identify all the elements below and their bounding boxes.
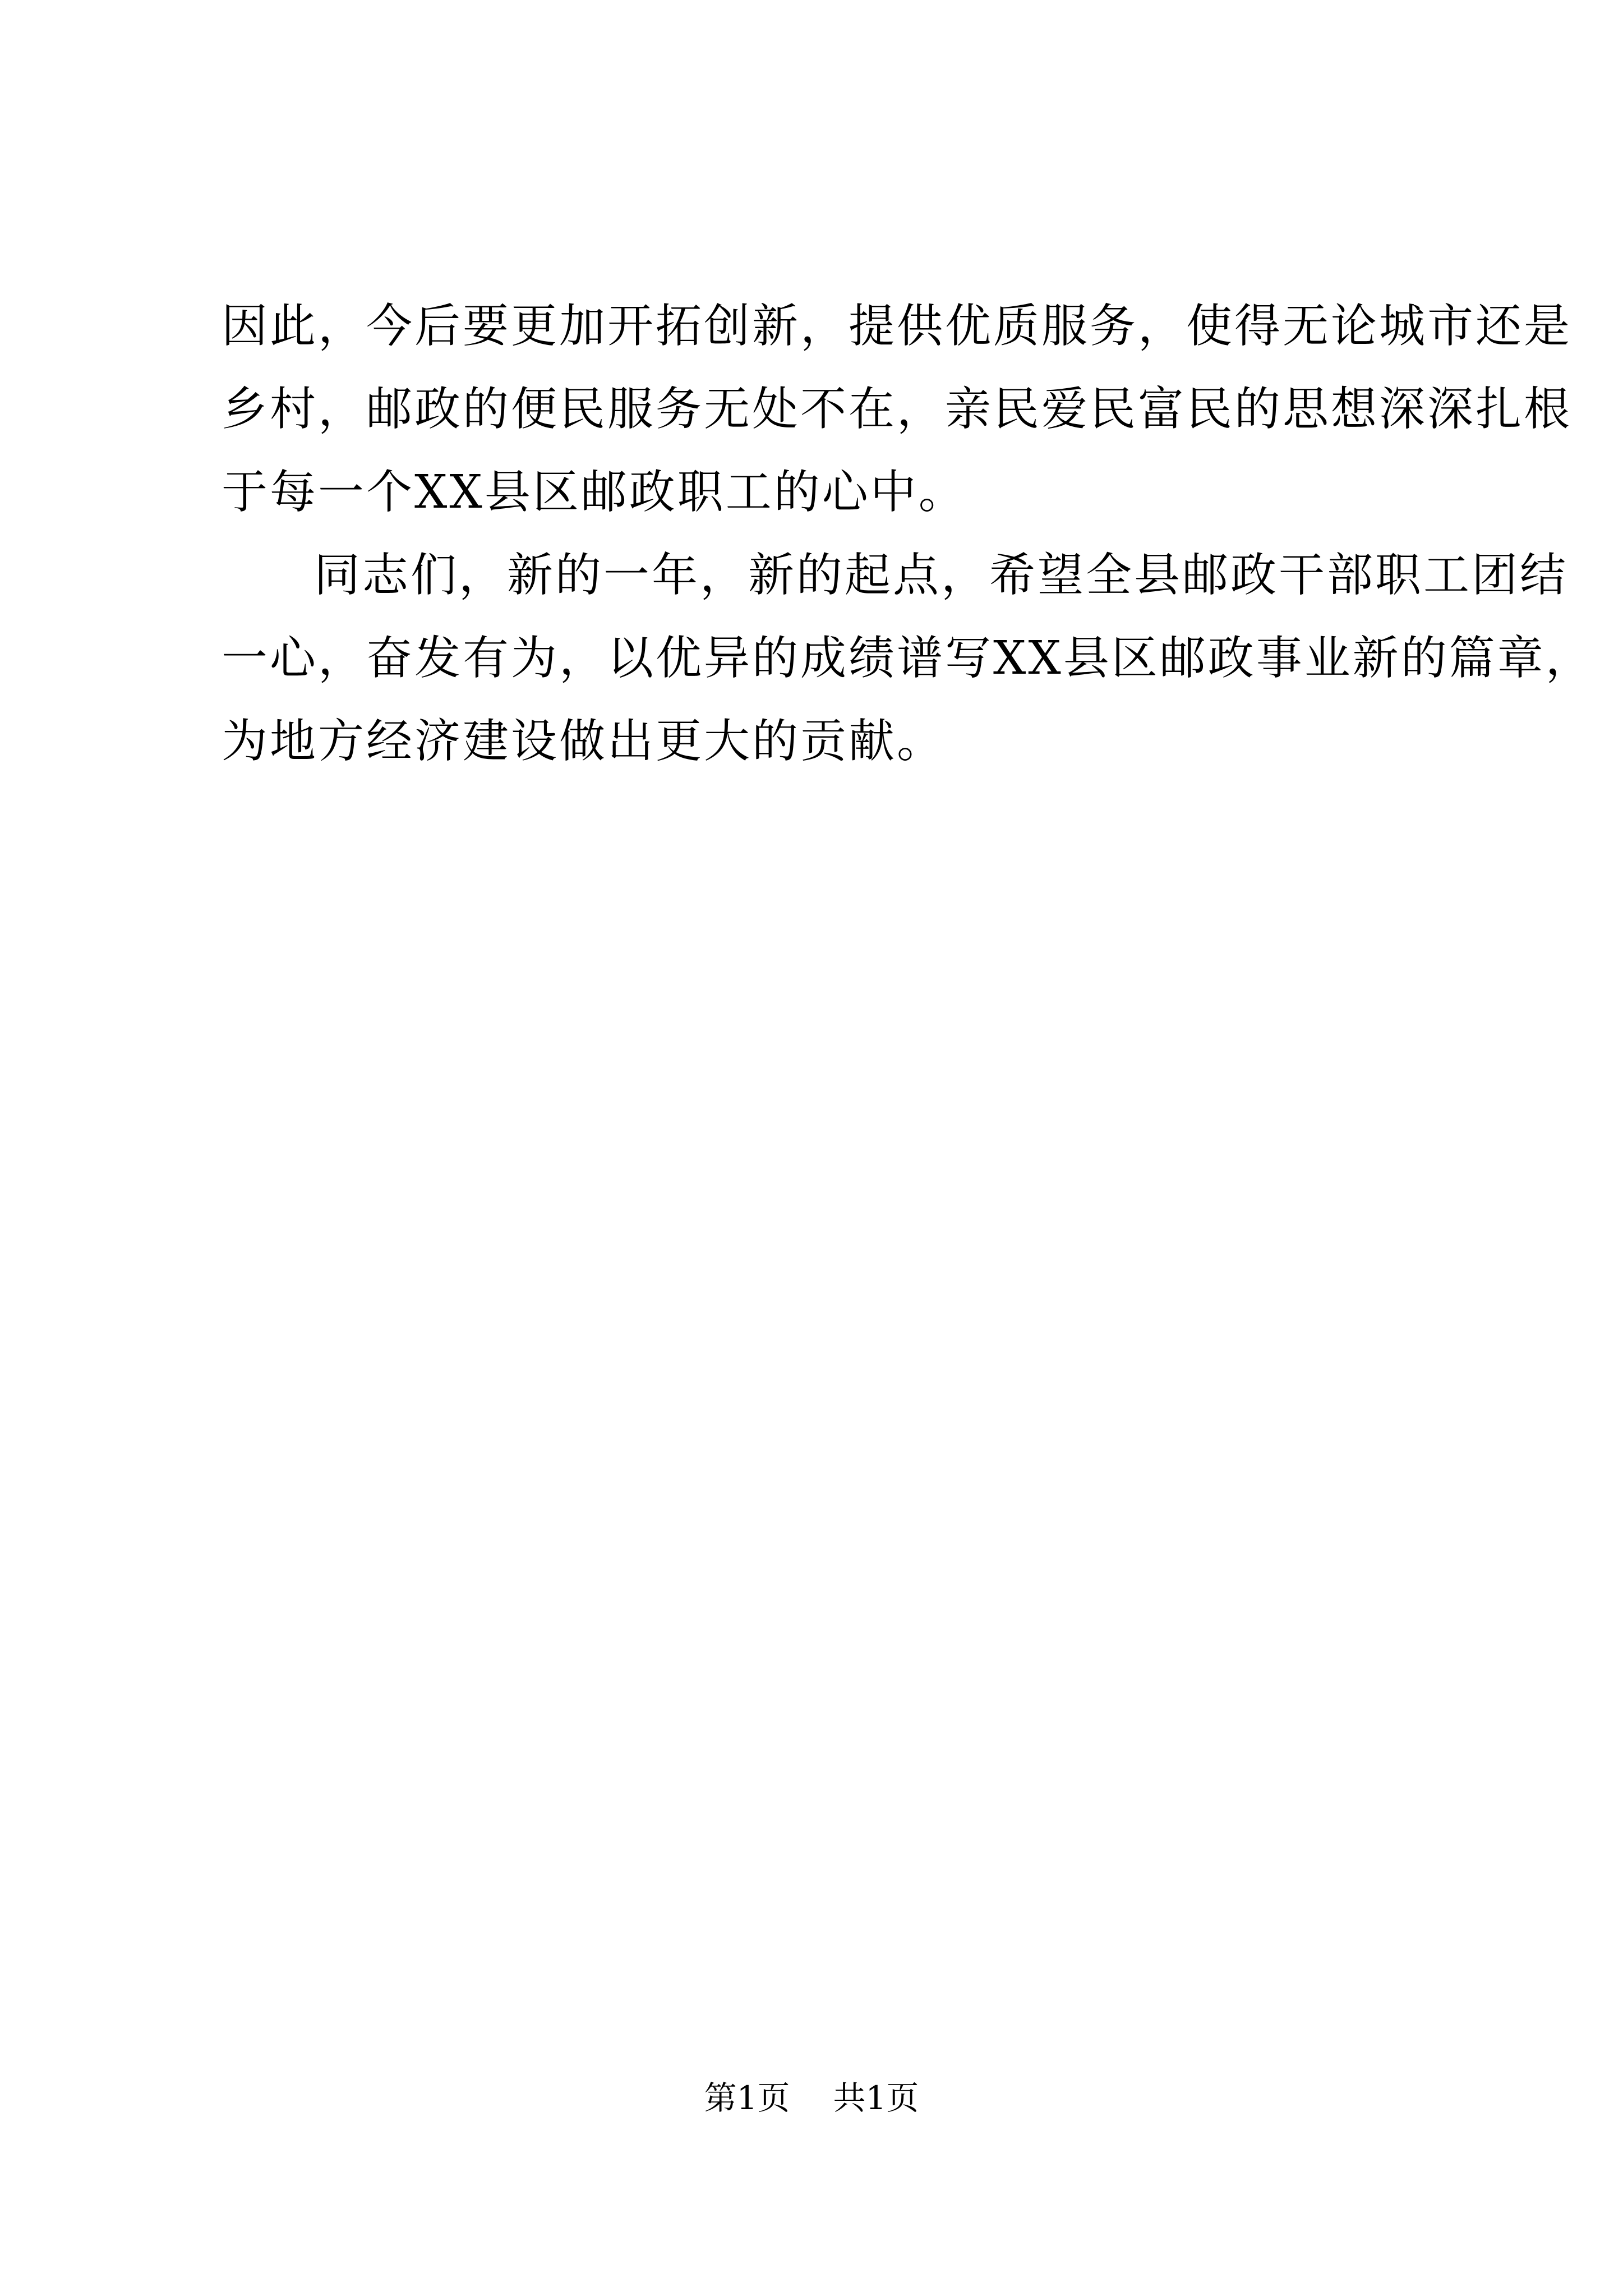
page-total: 共1页 bbox=[833, 2079, 919, 2117]
body-line-3: 于每一个XX县区邮政职工的心中。 bbox=[222, 466, 967, 519]
body-line-1: 因此，今后要更加开拓创新，提供优质服务，使得无论城市还是 bbox=[222, 300, 1573, 353]
body-line-6: 为地方经济建设做出更大的贡献。 bbox=[222, 715, 946, 768]
page-number: 第1页 bbox=[704, 2079, 790, 2117]
body-line-4: 同志们，新的一年，新的起点，希望全县邮政干部职工团结 bbox=[314, 549, 1569, 602]
body-line-5: 一心，奋发有为，以优异的成绩谱写XX县区邮政事业新的篇章， bbox=[222, 632, 1594, 685]
page-footer bbox=[0, 2076, 1623, 2120]
body-line-2: 乡村，邮政的便民服务无处不在，亲民爱民富民的思想深深扎根 bbox=[222, 383, 1573, 436]
